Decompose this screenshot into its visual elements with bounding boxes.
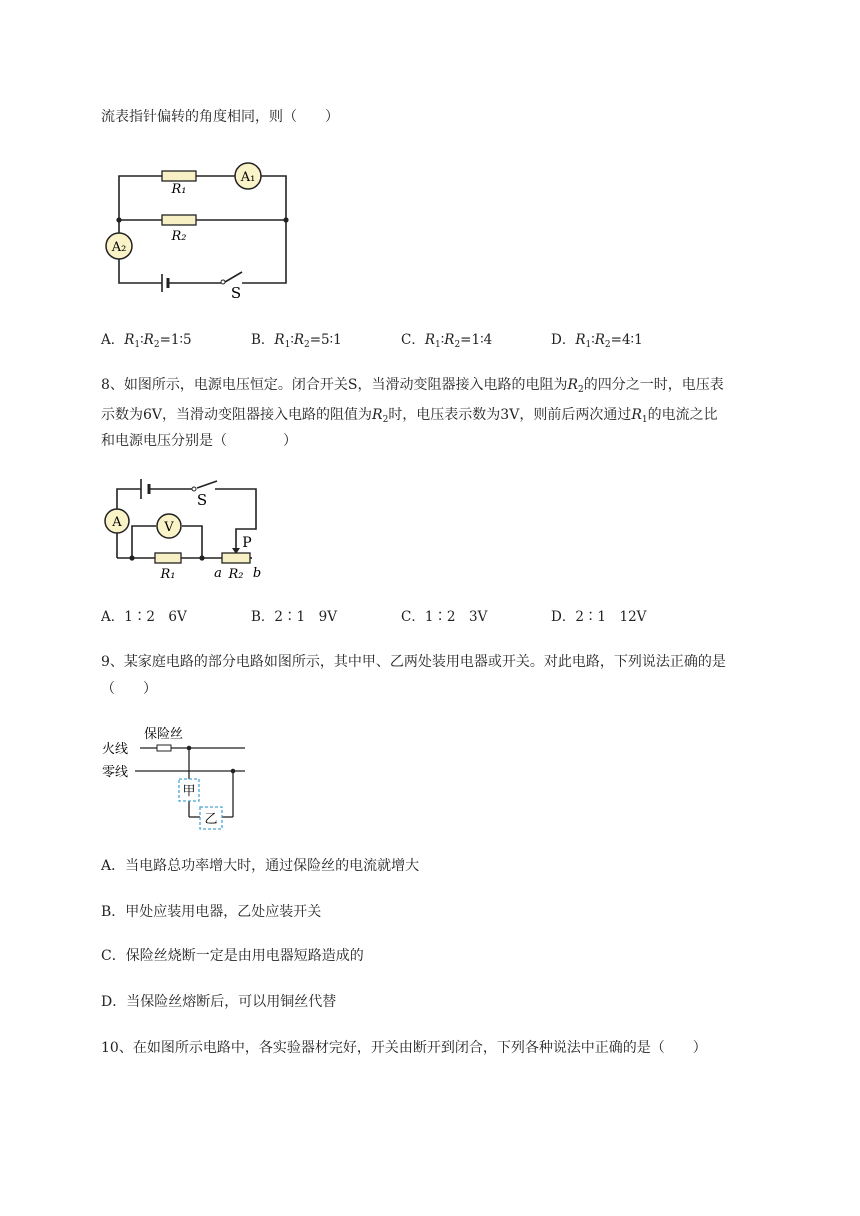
q8-terminal-b: b [252,566,262,581]
q8-r1-resistor [155,553,181,563]
q9-neutral-wire-label: 零线 [102,765,129,780]
q9-stem-line-2: （ ） [101,681,157,697]
q8-circuit-diagram [102,474,282,586]
q7-a2-label: A₂ [111,240,127,255]
q9-jia-label: 甲 [182,784,196,799]
q9-yi-label: 乙 [204,812,218,827]
q8-terminal-a: a [214,566,222,581]
q8-option-a[interactable]: A．1∶2 6V [101,609,187,625]
q7-switch-label: S [230,284,242,302]
q8-stem-line-3: 和电源电压分别是（ ） [101,433,297,449]
q9-household-circuit-diagram [102,722,252,832]
q9-option-c[interactable]: C．保险丝烧断一定是由用电器短路造成的 [101,948,364,964]
q7-option-d[interactable]: D．$R_1∶R_2=4∶1$ [551,332,643,350]
q7-r1-label: R₁ [171,182,187,197]
q10-stem-line-1: 10、在如图所示电路中，各实验器材完好，开关由断开到闭合，下列各种说法中正确的是（ ） [101,1040,707,1056]
q9-stem-line-1: 9、某家庭电路的部分电路如图所示，其中甲、乙两处装用电器或开关。对此电路，下列说法正确的是 [101,654,726,670]
q8-option-b[interactable]: B．2∶1 9V [251,609,337,625]
q7-r2-resistor [162,215,196,225]
q7-r2-label: R₂ [171,229,187,244]
q7-option-a[interactable]: A．$R_1∶R_2=1∶5$ [101,332,192,350]
q8-option-d[interactable]: D．2∶1 12V [551,609,647,625]
q7-a1-label: A₁ [240,170,256,185]
q9-live-wire-label: 火线 [102,742,129,757]
q8-switch-label: S [196,491,208,509]
q7-circuit-diagram [104,158,304,303]
q8-p-label: P [242,535,252,551]
q8-r1-label: R₁ [160,567,176,582]
q7-stem-tail: 流表指针偏转的角度相同，则（ ） [101,109,339,125]
q8-stem-line-2: 示数为6V，当滑动变阻器接入电路的阻值为$R_2$时，电压表示数为3V，则前后两次通过$R_1$的电流之比 [101,407,718,425]
q8-r2-label: R₂ [228,567,244,582]
q7-option-b[interactable]: B．$R_1∶R_2=5∶1$ [251,332,342,350]
q8-option-c[interactable]: C．1∶2 3V [401,609,488,625]
q7-r1-resistor [162,171,196,181]
q8-stem-line-1: 8、如图所示，电源电压恒定。闭合开关S，当滑动变阻器接入电路的电阻为$R_2$的四分之一时，电压表 [101,377,724,395]
q9-option-d[interactable]: D．当保险丝熔断后，可以用铜丝代替 [101,994,337,1010]
q8-a-label: A [112,515,122,530]
q8-r2-rheostat [222,553,250,563]
q8-v-label: V [164,520,174,535]
q9-option-b[interactable]: B．甲处应装用电器，乙处应装开关 [101,904,322,920]
q9-fuse [157,745,171,751]
q9-fuse-label: 保险丝 [144,727,184,742]
q7-option-c[interactable]: C．$R_1∶R_2=1∶4$ [401,332,493,350]
q9-option-a[interactable]: A．当电路总功率增大时，通过保险丝的电流就增大 [101,858,420,874]
